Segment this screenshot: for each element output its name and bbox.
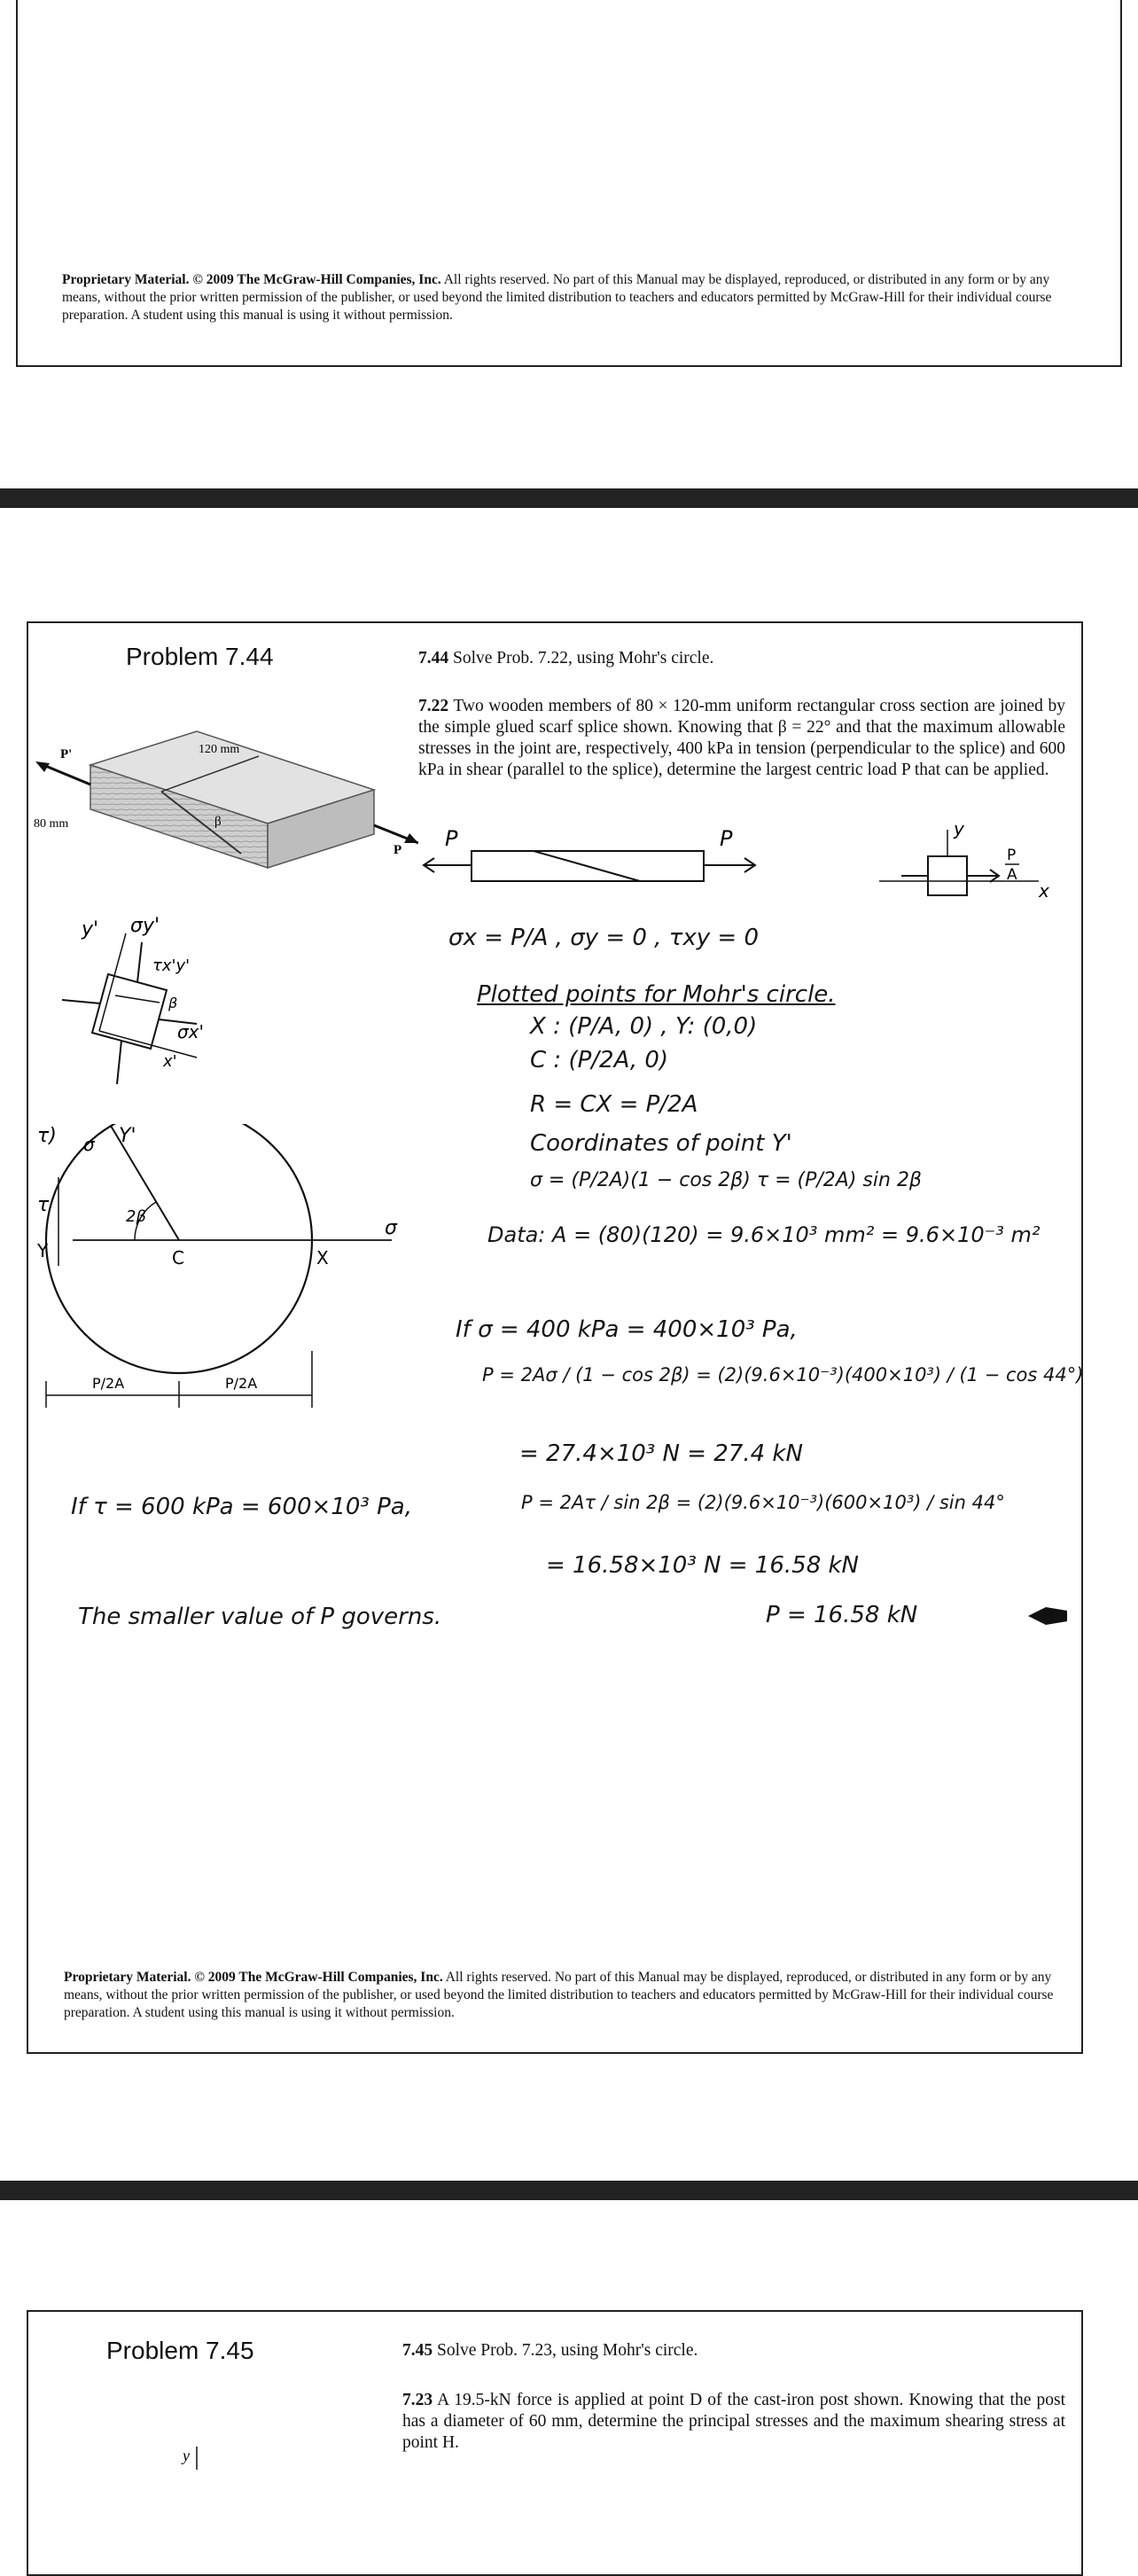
footer-bold: Proprietary Material. © 2009 The McGraw-Hill Companies, Inc.: [62, 272, 441, 287]
reference-text: Two wooden members of 80 × 120-mm uniform rectangular cross section are joined by the simple glued scarf splice shown. Knowing that β = 22° and that the maximum allowable stresses in the joint are, respectively, 400 kPa in tension (perpendicular to the splice) and 600 kPa in shear (parallel to the splice), determine the largest centric load P that can be applied.: [418, 697, 1065, 779]
data-area: Data: A = (80)(120) = 9.6×10³ mm² = 9.6×10⁻³ m²: [487, 1222, 1041, 1247]
sketch-p-left: P: [445, 826, 458, 851]
page-problem-7-45: [27, 2310, 1083, 2576]
label-y-prime-point: Y': [119, 1125, 136, 1147]
point-c: C : (P/2A, 0): [530, 1047, 669, 1073]
rotated-element: [92, 974, 167, 1049]
p-from-tau: P = 2Aτ / sin 2β = (2)(9.6×10⁻³)(600×10³) / sin 44°: [521, 1492, 1005, 1513]
p-from-sigma: P = 2Aσ / (1 − cos 2β) = (2)(9.6×10⁻³)(400×10³) / (1 − cos 44°): [482, 1364, 1084, 1386]
problem-number: 7.45: [402, 2341, 433, 2360]
problem-statement: [418, 648, 1065, 669]
label-x-prime: x': [163, 1052, 177, 1071]
p-tau-result: = 16.58×10³ N = 16.58 kN: [546, 1552, 860, 1579]
axis-y-label: y: [183, 2447, 190, 2464]
problem-title: Problem 7.45: [106, 2337, 254, 2364]
load-arrow-left: [62, 1000, 100, 1003]
footer-rest: All rights reserved. No part of this Manual may be displayed, reproduced, or distributed in any form or by any means, without the prior written permission of the publisher, or used beyond the limited distribution to teachers and educators permitted by McGraw-Hill for their individual course preparation. A student using this manual is using it without permission.: [64, 1970, 1054, 2020]
label-beta: β: [168, 995, 178, 1011]
label-tau-xy-prime: τx'y': [152, 956, 191, 975]
bar-splice: [534, 851, 640, 881]
governing-statement: The smaller value of P governs.: [78, 1604, 442, 1630]
copyright-footer: [62, 271, 1064, 324]
coordinates-eq: σ = (P/2A)(1 − cos 2β) τ = (P/2A) sin 2β: [530, 1169, 922, 1191]
label-sigma-axis: σ: [385, 1217, 397, 1239]
points-x-y: X : (P/A, 0) , Y: (0,0): [530, 1013, 758, 1040]
label-dim-1: P/2A: [92, 1375, 125, 1392]
stress-label-den: A: [1007, 866, 1017, 884]
label-dim-2: P/2A: [225, 1375, 258, 1392]
equation-stresses: σx = P/A , σy = 0 , τxy = 0: [448, 925, 759, 951]
problem-title: Problem 7.44: [126, 643, 274, 670]
reference-problem: [418, 696, 1065, 781]
label-tau-side: τ: [37, 1194, 50, 1216]
mohrs-circle-figure: [37, 1124, 409, 1434]
beta-label: β: [214, 815, 222, 829]
sketch-axis-x: x: [1039, 880, 1049, 902]
problem-statement-text: Solve Prob. 7.22, using Mohr's circle.: [448, 649, 714, 667]
reference-problem: [402, 2390, 1065, 2454]
p-sigma-result: = 27.4×10³ N = 27.4 kN: [519, 1440, 803, 1467]
shear-arrow: [115, 995, 160, 1003]
label-c-point: C: [172, 1247, 184, 1268]
label-tau-top: τ): [37, 1125, 57, 1147]
if-tau: If τ = 600 kPa = 600×10³ Pa,: [71, 1494, 412, 1520]
coordinates-heading: Coordinates of point Y': [530, 1130, 792, 1157]
free-body-sketch: [418, 823, 1074, 902]
tension-arrow-bottom: [117, 1041, 121, 1084]
problem-statement-text: Solve Prob. 7.23, using Mohr's circle.: [433, 2341, 698, 2360]
page-top: [16, 0, 1122, 367]
reference-text: A 19.5-kN force is applied at point D of the cast-iron post shown. Knowing that the post has a diameter of 60 mm, determine the principal stresses and the maximum shearing stress at point H.: [402, 2391, 1065, 2452]
copyright-footer: [64, 1969, 1065, 2022]
label-sigma-x-prime: σx': [177, 1021, 205, 1042]
load-arrowhead-left: [35, 761, 50, 772]
sketch-p-right: P: [720, 826, 733, 851]
rotated-element-sketch: [46, 916, 223, 1120]
tension-arrow-top: [137, 942, 142, 982]
stress-label-num: P: [1007, 847, 1017, 864]
label-y-prime: y': [82, 918, 99, 941]
problem-number: 7.44: [418, 649, 449, 667]
sketch-axis-y: y: [954, 823, 964, 839]
footer-rest: All rights reserved. No part of this Manual may be displayed, reproduced, or distributed in any form or by any means, without the prior written permission of the publisher, or used beyond the limited distribution to teachers and educators permitted by McGraw-Hill for their individual course preparation. A student using this manual is using it without permission.: [62, 272, 1052, 323]
load-label-right: P: [394, 843, 402, 857]
if-sigma: If σ = 400 kPa = 400×10³ Pa,: [456, 1316, 798, 1343]
footer-bold: Proprietary Material. © 2009 The McGraw-Hill Companies, Inc.: [64, 1970, 443, 1985]
page-problem-7-44: [27, 621, 1083, 2054]
problem-statement: [402, 2340, 1065, 2361]
height-dimension: 80 mm: [34, 817, 69, 831]
scarf-splice-figure: [28, 712, 418, 880]
label-two-beta: 2β: [126, 1207, 146, 1226]
final-answer: P = 16.58 kN: [766, 1602, 918, 1628]
plotted-points-heading: Plotted points for Mohr's circle.: [477, 981, 836, 1008]
label-y-point: Y: [37, 1240, 49, 1261]
load-label-left: P': [60, 747, 73, 761]
post-figure-axis: [181, 2443, 216, 2470]
radius-eq: R = CX = P/2A: [530, 1091, 698, 1118]
page-separator: [0, 2181, 1138, 2200]
y-prime-axis: [99, 933, 126, 1031]
page-separator: [0, 488, 1138, 508]
width-dimension: 120 mm: [199, 743, 240, 756]
label-sigma-arrow: σ: [83, 1134, 95, 1155]
answer-pointer-icon: [1028, 1605, 1067, 1627]
label-sigma-y-prime: σy': [130, 916, 160, 937]
reference-number: 7.22: [418, 697, 449, 715]
reference-number: 7.23: [402, 2391, 433, 2409]
label-x-point: X: [316, 1247, 329, 1268]
stress-element: [928, 856, 967, 895]
